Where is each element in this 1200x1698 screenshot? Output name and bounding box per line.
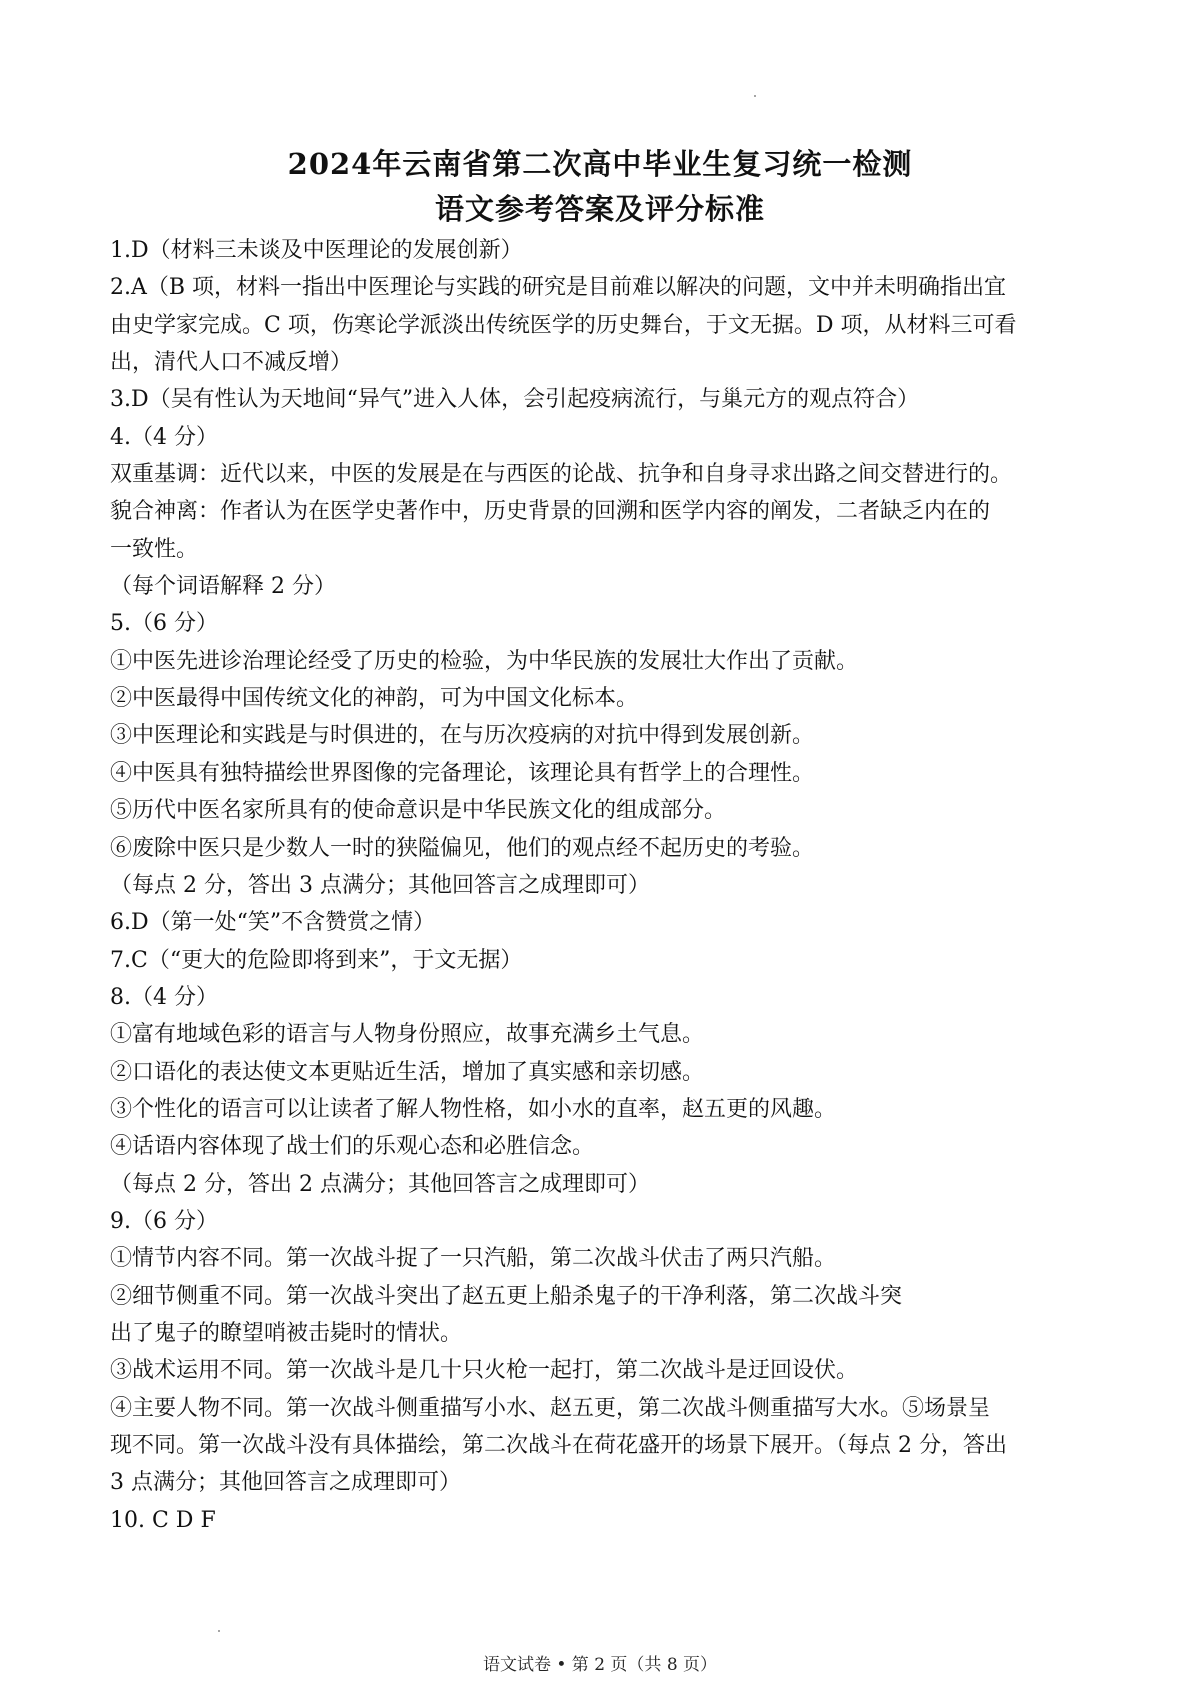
answer-line: ①情节内容不同。第一次战斗捉了一只汽船，第二次战斗伏击了两只汽船。 (110, 1246, 837, 1272)
answer-line: （每点 2 分，答出 3 点满分；其他回答言之成理即可） (110, 872, 650, 898)
answer-line: ⑥废除中医只是少数人一时的狭隘偏见，他们的观点经不起历史的考验。 (110, 835, 815, 861)
answer-line: （每点 2 分，答出 2 点满分；其他回答言之成理即可） (110, 1171, 650, 1197)
answer-line: ①富有地域色彩的语言与人物身份照应，故事充满乡土气息。 (110, 1022, 705, 1048)
answer-line: 出了鬼子的瞭望哨被击毙时的情状。 (110, 1320, 463, 1346)
answer-line: ④中医具有独特描绘世界图像的完备理论，该理论具有哲学上的合理性。 (110, 760, 815, 786)
answer-line: 9.（6 分） (110, 1208, 218, 1234)
answer-line: 5.（6 分） (110, 611, 218, 637)
document-subtitle: 语文参考答案及评分标准 (434, 192, 765, 226)
answer-line: 4.（4 分） (110, 424, 218, 450)
answer-line: ③中医理论和实践是与时俱进的，在与历次疫病的对抗中得到发展创新。 (110, 723, 815, 749)
answer-line: 双重基调：近代以来，中医的发展是在与西医的论战、抗争和自身寻求出路之间交替进行的。 (110, 462, 1013, 488)
answer-line: 10. C D F (110, 1507, 216, 1533)
answer-line: 6.D（第一处“笑”不含赞赏之情） (110, 910, 436, 936)
answer-line: ②口语化的表达使文本更贴近生活，增加了真实感和亲切感。 (110, 1059, 705, 1085)
answer-line: ②中医最得中国传统文化的神韵，可为中国文化标本。 (110, 686, 639, 712)
answer-line: 3.D（吴有性认为天地间“异气”进入人体，会引起疫病流行，与巢元方的观点符合） (110, 387, 920, 413)
answer-line: 7.C（“更大的危险即将到来”，于文无据） (110, 947, 523, 973)
answer-line: （每个词语解释 2 分） (110, 574, 336, 600)
answer-line: 现不同。第一次战斗没有具体描绘，第二次战斗在荷花盛开的场景下展开。（每点 2 分，答出 (110, 1433, 1007, 1458)
answer-line: 1.D（材料三未谈及中医理论的发展创新） (110, 238, 523, 263)
answer-line: 8.（4 分） (110, 984, 218, 1010)
answer-line: 3 点满分；其他回答言之成理即可） (110, 1470, 461, 1496)
answer-content (110, 232, 1110, 1539)
answer-line: ③个性化的语言可以让读者了解人物性格，如小水的直率，赵五更的风趣。 (110, 1096, 837, 1122)
answer-line: 一致性。 (110, 536, 199, 562)
answer-line: ④话语内容体现了战士们的乐观心态和必胜信念。 (110, 1134, 595, 1160)
answer-line: 出，清代人口不减反增） (110, 350, 353, 376)
answer-line: 由史学家完成。C 项，伤寒论学派淡出传统医学的历史舞台，于文无据。D 项，从材料三可看 (110, 312, 1017, 338)
answer-line: ⑤历代中医名家所具有的使命意识是中华民族文化的组成部分。 (110, 798, 727, 824)
scan-speck (218, 1630, 220, 1632)
answer-line: ③战术运用不同。第一次战斗是几十只火枪一起打，第二次战斗是迂回设伏。 (110, 1358, 859, 1384)
answer-line: ②细节侧重不同。第一次战斗突出了赵五更上船杀鬼子的干净利落，第二次战斗突 (110, 1283, 903, 1309)
page-footer: 语文试卷 • 第 2 页（共 8 页） (482, 1655, 718, 1675)
scan-speck (754, 95, 756, 97)
answer-line: ④主要人物不同。第一次战斗侧重描写小水、赵五更，第二次战斗侧重描写大水。⑤场景呈 (110, 1395, 991, 1421)
answer-line: ①中医先进诊治理论经受了历史的检验，为中华民族的发展壮大作出了贡献。 (110, 648, 859, 674)
document-title: 2024年云南省第二次高中毕业生复习统一检测 (287, 147, 913, 181)
answer-line: 貌合神离：作者认为在医学史著作中，历史背景的回溯和医学内容的阐发，二者缺乏内在的 (110, 499, 991, 525)
answer-line: 2.A（B 项，材料一指出中医理论与实践的研究是目前难以解决的问题，文中并未明确指出宜 (110, 275, 1007, 301)
